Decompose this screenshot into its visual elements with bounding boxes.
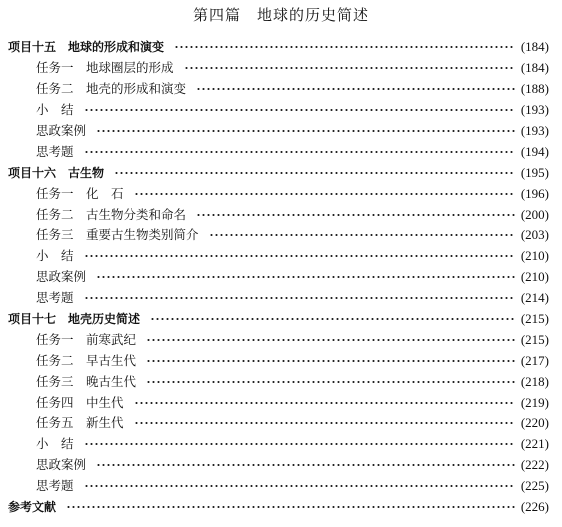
part-title: 第四篇 地球的历史简述 — [192, 6, 369, 24]
page-number: (193) — [520, 123, 549, 138]
page-number: (218) — [520, 373, 549, 389]
toc-entry[interactable] — [8, 246, 549, 267]
toc-entry[interactable] — [8, 37, 549, 58]
entry-label: 项目十五 地球的形成和演变 — [8, 40, 165, 55]
page-number: (220) — [520, 415, 549, 431]
toc-entry[interactable] — [8, 371, 549, 392]
entry-label: 项目十七 地壳历史简述 — [8, 312, 141, 327]
dot-leader — [84, 254, 515, 258]
toc-entry[interactable] — [8, 455, 549, 476]
entry-label: 任务二 早古生代 — [36, 352, 137, 368]
entry-label: 小 结 — [36, 248, 74, 264]
toc-entry[interactable] — [8, 183, 549, 204]
toc-entry[interactable] — [8, 58, 549, 79]
toc-entry[interactable] — [8, 288, 549, 309]
page-number: (184) — [520, 39, 549, 55]
dot-leader — [146, 338, 515, 342]
page-number: (188) — [520, 81, 549, 97]
entry-label: 参考文献 — [8, 500, 57, 515]
page-number: (221) — [520, 436, 549, 452]
toc-entry[interactable] — [8, 267, 549, 288]
page-number: (215) — [520, 331, 549, 347]
toc-entry[interactable] — [8, 392, 549, 413]
dot-leader — [196, 213, 515, 217]
entry-label: 思考题 — [36, 143, 74, 159]
entry-label: 小 结 — [36, 436, 74, 452]
toc-entry[interactable] — [8, 434, 549, 455]
dot-leader — [134, 421, 515, 425]
dot-leader — [134, 192, 515, 196]
toc-entry[interactable] — [8, 329, 549, 350]
dot-leader — [209, 233, 515, 237]
toc-entry[interactable] — [8, 162, 549, 183]
page-number: (215) — [520, 311, 549, 327]
page-number: (210) — [520, 269, 549, 285]
page-number: (225) — [520, 478, 549, 494]
toc-entry[interactable] — [8, 497, 549, 518]
entry-label: 任务五 新生代 — [36, 415, 124, 431]
entry-label: 小 结 — [36, 102, 74, 118]
entry-label: 任务一 前寒武纪 — [36, 331, 137, 347]
page-number: (194) — [520, 143, 549, 159]
toc-entry[interactable] — [8, 79, 549, 100]
entry-label: 任务一 化 石 — [36, 185, 124, 201]
dot-leader — [84, 484, 515, 488]
page-number: (200) — [520, 206, 549, 222]
toc-entry[interactable] — [8, 413, 549, 434]
toc-entry[interactable] — [8, 350, 549, 371]
entry-label: 任务二 古生物分类和命名 — [36, 206, 187, 222]
page-number: (214) — [520, 290, 549, 306]
toc-entry[interactable] — [8, 141, 549, 162]
entry-label: 任务一 地球圈层的形成 — [36, 60, 174, 76]
dot-leader — [84, 296, 515, 300]
page-number: (219) — [520, 394, 549, 410]
toc-entry[interactable] — [8, 309, 549, 330]
page-number: (195) — [520, 164, 549, 180]
page-number: (196) — [520, 185, 549, 201]
entry-label: 任务二 地壳的形成和演变 — [36, 81, 187, 97]
page-number: (210) — [520, 248, 549, 264]
dot-leader — [84, 442, 515, 446]
dot-leader — [150, 317, 515, 321]
entry-label: 思考题 — [36, 290, 74, 306]
dot-leader — [134, 401, 515, 405]
toc-entry[interactable] — [8, 100, 549, 121]
entry-label: 思考题 — [36, 478, 74, 494]
page-number: (222) — [520, 457, 549, 473]
entry-label: 任务三 晚古生代 — [36, 373, 137, 389]
toc-entry[interactable] — [8, 225, 549, 246]
dot-leader — [146, 380, 515, 384]
dot-leader — [184, 66, 515, 70]
toc-entry[interactable] — [8, 476, 549, 497]
entry-label: 思政案例 — [36, 457, 87, 473]
dot-leader — [84, 150, 515, 154]
dot-leader — [84, 108, 515, 112]
entry-label: 项目十六 古生物 — [8, 165, 105, 180]
toc-list — [8, 37, 549, 517]
dot-leader — [96, 129, 515, 133]
entry-label: 任务三 重要古生物类别简介 — [36, 227, 199, 243]
dot-leader — [96, 275, 515, 279]
dot-leader — [146, 359, 515, 363]
entry-label: 思政案例 — [36, 269, 87, 285]
page-number: (203) — [520, 227, 549, 243]
page-number: (217) — [520, 352, 549, 368]
page-number: (193) — [520, 102, 549, 118]
dot-leader — [196, 87, 515, 91]
dot-leader — [174, 45, 515, 49]
dot-leader — [66, 505, 515, 509]
entry-label: 任务四 中生代 — [36, 394, 124, 410]
entry-label: 思政案例 — [36, 123, 87, 138]
dot-leader — [114, 171, 515, 175]
page-number: (184) — [520, 60, 549, 76]
page-number: (226) — [520, 499, 549, 515]
dot-leader — [96, 463, 515, 467]
toc-entry[interactable] — [8, 204, 549, 225]
toc-entry[interactable] — [8, 121, 549, 142]
